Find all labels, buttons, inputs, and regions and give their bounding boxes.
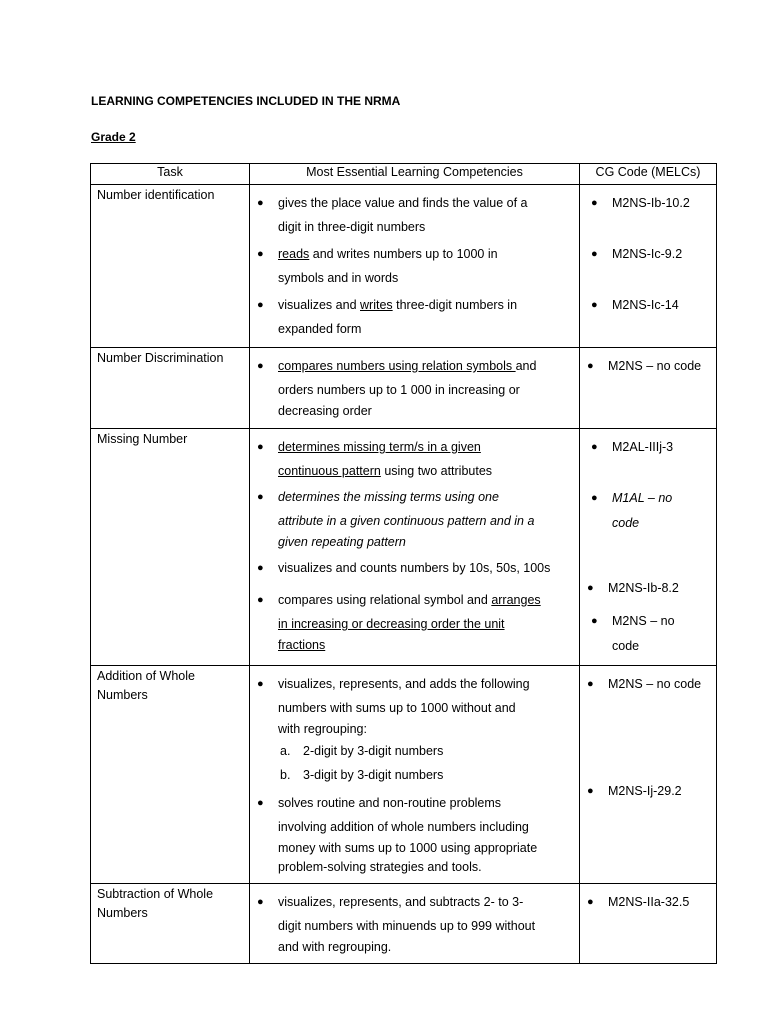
bullet-icon: ● [257, 562, 264, 574]
melc-cell [250, 884, 580, 964]
list-item: ● determines missing term/s in a given continuous pattern using two attributes [256, 435, 575, 483]
melc-cell [250, 348, 580, 429]
table-row [91, 666, 717, 884]
header-task: Task [91, 164, 250, 185]
bullet-icon: ● [587, 785, 594, 797]
melc-cell [250, 666, 580, 884]
list-item: ● M1AL – no code [586, 486, 712, 536]
bullet-icon: ● [587, 896, 594, 908]
competencies-table [90, 163, 717, 964]
task-cell: Addition of Whole Numbers [91, 666, 250, 884]
task-cell: Missing Number [91, 429, 250, 666]
bullet-icon: ● [591, 299, 598, 311]
bullet-icon: ● [591, 615, 598, 627]
list-item: ● M2AL-IIIj-3 [586, 435, 712, 460]
header-code: CG Code (MELCs) [580, 164, 717, 185]
list-item: ● determines the missing terms using one attribute in a given continuous pattern and in a given repeating pattern [256, 485, 575, 552]
header-melc: Most Essential Learning Competencies [250, 164, 580, 185]
list-item: ● M2NS-Ic-9.2 [586, 242, 712, 267]
table-row [91, 348, 717, 429]
task-cell: Number Discrimination [91, 348, 250, 429]
bullet-icon: ● [257, 491, 264, 503]
bullet-icon: ● [587, 582, 594, 594]
list-item: ● visualizes, represents, and subtracts 2- to 3- digit numbers with minuends up to 999 without and with regrouping. [256, 890, 575, 957]
table-row [91, 884, 717, 964]
grade-heading: Grade 2 [91, 130, 136, 144]
code-cell [580, 666, 717, 884]
bullet-icon: ● [257, 678, 264, 690]
bullet-icon: ● [257, 594, 264, 606]
bullet-icon: ● [257, 360, 264, 372]
list-item: ● M2NS-Ic-14 [586, 293, 712, 318]
list-item: ● reads and writes numbers up to 1000 in symbols and in words [256, 242, 575, 290]
code-cell [580, 429, 717, 666]
list-item: ● M2NS-Ij-29.2 [586, 779, 712, 804]
bullet-icon: ● [591, 197, 598, 209]
list-item: ● M2NS-IIa-32.5 [586, 890, 712, 915]
bullet-icon: ● [591, 492, 598, 504]
list-item: ● visualizes and writes three-digit numbers in expanded form [256, 293, 575, 341]
list-item: ● compares using relational symbol and arranges in increasing or decreasing order the unit fractions [256, 588, 575, 655]
list-item: ● M2NS – no code [586, 672, 712, 697]
bullet-icon: ● [591, 441, 598, 453]
list-item: ● solves routine and non-routine problems involving addition of whole numbers including money with sums up to 1000 using appropriate problem-solving strategies and tools. [256, 791, 575, 877]
page-title: LEARNING COMPETENCIES INCLUDED IN THE NRMA [91, 94, 401, 108]
table-row [91, 429, 717, 666]
bullet-icon: ● [257, 797, 264, 809]
list-item: ● gives the place value and finds the value of a digit in three-digit numbers [256, 191, 575, 239]
task-cell: Number identification [91, 185, 250, 348]
bullet-icon: ● [257, 299, 264, 311]
list-item: ● compares numbers using relation symbols and orders numbers up to 1 000 in increasing or decreasing order [256, 354, 575, 421]
list-item: ● M2NS-Ib-10.2 [586, 191, 712, 216]
list-item: ● M2NS-Ib-8.2 [586, 576, 712, 601]
bullet-icon: ● [257, 896, 264, 908]
list-item: ● M2NS – no code [586, 609, 712, 659]
melc-cell [250, 429, 580, 666]
bullet-icon: ● [257, 197, 264, 209]
list-item: ● M2NS – no code [586, 354, 712, 379]
list-item: ● visualizes, represents, and adds the following numbers with sums up to 1000 without and with regrouping: a. 2-digit by 3-digit numbers b. 3-digit by 3-digit numbers [256, 672, 575, 787]
task-cell: Subtraction of Whole Numbers [91, 884, 250, 964]
bullet-icon: ● [257, 441, 264, 453]
bullet-icon: ● [587, 360, 594, 372]
code-cell [580, 185, 717, 348]
code-cell [580, 884, 717, 964]
list-item: b. 3-digit by 3-digit numbers [280, 768, 444, 782]
list-item: a. 2-digit by 3-digit numbers [280, 744, 444, 758]
table-row [91, 185, 717, 348]
bullet-icon: ● [257, 248, 264, 260]
bullet-icon: ● [587, 678, 594, 690]
code-cell [580, 348, 717, 429]
list-item: ● visualizes and counts numbers by 10s, 50s, 100s [256, 556, 575, 580]
bullet-icon: ● [591, 248, 598, 260]
melc-cell [250, 185, 580, 348]
table-header-row [91, 164, 717, 185]
